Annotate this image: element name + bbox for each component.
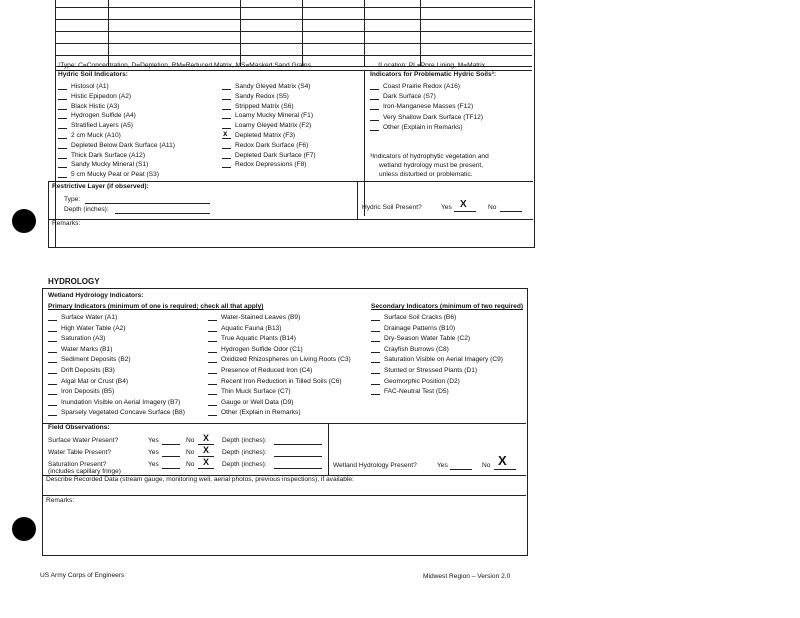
checkbox-blank[interactable] — [222, 121, 231, 129]
checkbox-blank[interactable] — [58, 160, 67, 168]
checklist-item[interactable] — [208, 366, 312, 375]
checklist-item[interactable] — [58, 160, 148, 169]
checklist-item[interactable] — [222, 160, 306, 169]
checkbox-blank[interactable] — [208, 377, 217, 385]
indicators-note-line2: wetland hydrology must be present, — [379, 162, 484, 169]
profile-row-line — [56, 55, 532, 56]
water-table-no-label: No — [186, 449, 195, 456]
checklist-item[interactable] — [58, 121, 133, 130]
checklist-item[interactable] — [48, 345, 112, 354]
footnote-location: ²Location: PL=Pore Lining, M=Matrix. — [378, 62, 487, 69]
checklist-item-label: Redox Depressions (F8) — [235, 161, 307, 169]
restrictive-layer-header: Restrictive Layer (if observed): — [52, 183, 149, 190]
checklist-item-label: Sediment Deposits (B2) — [61, 356, 131, 364]
divider — [357, 182, 358, 219]
footer-left: US Army Corps of Engineers — [40, 572, 125, 579]
checklist-item-label: Thin Muck Surface (C7) — [221, 388, 291, 396]
checkbox-blank[interactable] — [371, 313, 380, 321]
checklist-item-label: Sparsely Vegetated Concave Surface (B8) — [61, 409, 185, 417]
footer-right: Midwest Region – Version 2.0 — [423, 573, 511, 580]
primary-indicators-header: Primary Indicators (minimum of one is required; check all that apply) — [48, 303, 264, 310]
restrictive-depth-label: Depth (inches): — [64, 206, 109, 213]
saturation-yes-label: Yes — [148, 461, 159, 468]
checkbox-blank[interactable] — [370, 123, 379, 131]
checklist-item-label: Hydrogen Sulfide Odor (C1) — [221, 345, 303, 353]
saturation-label: Saturation Present? — [48, 461, 107, 468]
checkbox-blank[interactable] — [222, 102, 231, 110]
checklist-item-label: Oxidized Rhizospheres on Living Roots (C3) — [221, 356, 351, 364]
divider — [328, 423, 329, 475]
surface-water-yes-field[interactable] — [162, 437, 180, 445]
profile-row-line — [56, 7, 532, 8]
checklist-item[interactable] — [48, 387, 114, 396]
profile-col-divider — [108, 0, 109, 67]
wetland-yes-field[interactable] — [450, 462, 472, 470]
checkbox-blank[interactable] — [222, 92, 231, 100]
checklist-item-label: Coast Prairie Redox (A16) — [383, 83, 460, 90]
hydric-yes-mark: X — [460, 199, 467, 210]
wetland-no-label: No — [482, 462, 491, 469]
saturation-no-label: No — [186, 461, 195, 468]
hydric-yes-label: Yes — [441, 204, 452, 211]
checklist-item[interactable] — [208, 355, 351, 364]
divider — [43, 423, 526, 424]
checklist-item-label: Water-Stained Leaves (B9) — [221, 314, 301, 321]
wetland-yes-label: Yes — [437, 462, 448, 469]
checklist-item[interactable] — [222, 82, 311, 91]
checklist-item[interactable] — [370, 123, 463, 132]
checklist-item[interactable] — [58, 102, 119, 111]
checklist-item[interactable] — [208, 324, 281, 333]
checklist-item-label: Saturation Visible on Aerial Imagery (C9) — [384, 356, 503, 364]
checklist-item[interactable] — [208, 313, 300, 322]
checkbox-blank[interactable] — [371, 377, 380, 385]
checkbox-blank[interactable] — [58, 111, 67, 119]
checkbox-blank[interactable] — [222, 141, 231, 149]
saturation-sublabel: (includes capillary fringe) — [48, 468, 121, 475]
checklist-item[interactable] — [48, 324, 126, 333]
checklist-item-label: Depleted Below Dark Surface (A11) — [71, 141, 175, 149]
checklist-item-label: Black Histic (A3) — [71, 102, 120, 110]
checklist-item[interactable] — [58, 111, 136, 120]
checklist-item-label: Inundation Visible on Aerial Imagery (B7) — [61, 398, 181, 406]
secondary-indicators-header: Secondary Indicators (minimum of two required) — [371, 303, 524, 310]
checkbox-blank[interactable] — [58, 141, 67, 149]
surface-water-no-mark: X — [203, 433, 210, 443]
divider — [43, 495, 526, 496]
checkbox-blank[interactable] — [58, 102, 67, 110]
checklist-item-label: Depleted Matrix (F3) — [235, 132, 296, 139]
indicators-note-line3: unless disturbed or problematic. — [379, 171, 473, 178]
checklist-item-label: High Water Table (A2) — [61, 324, 126, 332]
hydric-indicators-header: Hydric Soil Indicators: — [58, 71, 128, 78]
water-table-no-mark: X — [203, 445, 210, 455]
profile-col-divider — [364, 0, 365, 67]
checkbox-blank[interactable] — [48, 377, 57, 385]
checkbox-blank[interactable] — [222, 82, 231, 90]
checklist-item-label: Recent Iron Reduction in Tilled Soils (C6) — [221, 377, 342, 385]
checklist-item[interactable] — [208, 408, 301, 417]
checkbox-blank[interactable] — [58, 121, 67, 129]
checkbox-blank[interactable] — [58, 151, 67, 159]
checklist-item[interactable] — [58, 141, 175, 150]
hydrology-title: HYDROLOGY — [48, 277, 100, 286]
checkbox-blank[interactable] — [370, 92, 379, 100]
checklist-item-label: Aquatic Fauna (B13) — [221, 324, 282, 332]
checkbox-blank[interactable] — [208, 366, 217, 374]
checklist-item[interactable] — [371, 355, 503, 364]
checklist-item-label: Stripped Matrix (S6) — [235, 102, 294, 110]
saturation-depth-field[interactable] — [274, 461, 322, 469]
checklist-item[interactable] — [222, 102, 294, 111]
checkbox-blank[interactable] — [371, 334, 380, 342]
checklist-item[interactable] — [208, 345, 303, 354]
checkbox-blank[interactable] — [370, 113, 379, 121]
checkbox-blank[interactable] — [371, 355, 380, 363]
checklist-item-label: Loamy Mucky Mineral (F1) — [235, 112, 314, 120]
field-observations-header: Field Observations: — [48, 424, 110, 431]
checkbox-blank[interactable] — [208, 345, 217, 353]
checklist-item[interactable] — [58, 170, 159, 179]
checkbox-blank[interactable] — [48, 398, 57, 406]
checkbox-blank[interactable] — [58, 170, 67, 178]
checklist-item-label: Surface Soil Cracks (B6) — [384, 314, 457, 321]
checklist-item-label: Gauge or Well Data (D9) — [221, 398, 294, 406]
checkbox-blank[interactable] — [48, 355, 57, 363]
checklist-item[interactable] — [48, 377, 128, 386]
checklist-item[interactable] — [371, 324, 455, 333]
surface-water-yes-label: Yes — [148, 437, 159, 444]
checklist-item[interactable] — [222, 151, 316, 160]
checklist-item-label: Dark Surface (S7) — [383, 93, 436, 101]
checkbox-blank[interactable] — [222, 131, 231, 139]
checklist-item-label: Iron-Manganese Masses (F12) — [383, 103, 474, 111]
checklist-item[interactable] — [371, 366, 477, 375]
checklist-item[interactable] — [208, 377, 342, 386]
checklist-item-label: Sandy Mucky Mineral (S1) — [71, 161, 149, 169]
checklist-item[interactable] — [222, 121, 311, 130]
checkbox-blank[interactable] — [208, 387, 217, 395]
checklist-item-label: Drift Deposits (B3) — [61, 367, 115, 374]
checklist-item-label: 2 cm Muck (A10) — [71, 132, 121, 139]
checklist-item-label: Histic Epipedon (A2) — [71, 92, 132, 100]
profile-col-divider — [420, 0, 421, 67]
indicators-note-line1: ³Indicators of hydrophytic vegetation and — [370, 153, 489, 160]
saturation-depth-label: Depth (inches): — [222, 461, 267, 468]
water-table-depth-label: Depth (inches): — [222, 449, 267, 456]
checklist-item[interactable] — [370, 113, 483, 122]
checklist-item[interactable] — [371, 377, 460, 386]
checkbox-blank[interactable] — [48, 366, 57, 374]
checklist-item-label: Very Shallow Dark Surface (TF12) — [383, 113, 484, 121]
hydrology-remarks-label: Remarks: — [46, 497, 75, 504]
checklist-item-label: Water Marks (B1) — [61, 345, 113, 353]
checklist-item[interactable] — [208, 398, 293, 407]
checkbox-blank[interactable] — [371, 366, 380, 374]
checklist-item-label: Other (Explain in Remarks) — [221, 409, 301, 417]
water-table-label: Water Table Present? — [48, 449, 112, 456]
profile-row-line — [56, 31, 532, 32]
checklist-item[interactable] — [48, 334, 105, 343]
hydric-soil-present-label: Hydric Soil Present? — [362, 204, 422, 211]
checklist-item[interactable] — [58, 82, 109, 91]
checklist-item-label: Stratified Layers (A5) — [71, 122, 133, 130]
checkbox-blank[interactable] — [48, 334, 57, 342]
checkbox-blank[interactable] — [48, 313, 57, 321]
hydric-no-field[interactable] — [500, 204, 522, 212]
surface-water-no-label: No — [186, 437, 195, 444]
checklist-item[interactable] — [58, 92, 131, 101]
wetland-no-mark: X — [498, 453, 507, 468]
checkbox-blank[interactable] — [58, 92, 67, 100]
checklist-item[interactable] — [370, 82, 460, 91]
checklist-item-label: Saturation (A3) — [61, 335, 106, 343]
checklist-item[interactable] — [48, 313, 117, 322]
checkbox-blank[interactable] — [208, 324, 217, 332]
checklist-item-label: 5 cm Mucky Peat or Peat (S3) — [71, 171, 159, 179]
checkbox-blank[interactable] — [371, 345, 380, 353]
punch-hole-top — [12, 209, 36, 233]
checklist-item-label: Algal Mat or Crust (B4) — [61, 377, 129, 385]
checkbox-blank[interactable] — [371, 324, 380, 332]
checklist-item-label: Presence of Reduced Iron (C4) — [221, 367, 313, 374]
problematic-indicators-header: Indicators for Problematic Hydric Soils³: — [370, 71, 497, 78]
checklist-item[interactable] — [48, 398, 180, 407]
checklist-item-label: Redox Dark Surface (F6) — [235, 141, 309, 149]
profile-col-divider — [302, 0, 303, 67]
checklist-item-label: Loamy Gleyed Matrix (F2) — [235, 122, 312, 130]
saturation-yes-field[interactable] — [162, 461, 180, 469]
checklist-item-label: Depleted Dark Surface (F7) — [235, 151, 316, 159]
checklist-item[interactable] — [222, 92, 289, 101]
surface-water-depth-label: Depth (inches): — [222, 437, 267, 444]
restrictive-type-field[interactable] — [85, 196, 210, 204]
checklist-item-label: Crayfish Burrows (C8) — [384, 345, 449, 353]
checklist-item-label: True Aquatic Plants (B14) — [221, 335, 296, 343]
checklist-item-label: Histosol (A1) — [71, 83, 109, 90]
checkbox-blank[interactable] — [222, 160, 231, 168]
checklist-item[interactable] — [222, 111, 313, 120]
checklist-item[interactable] — [370, 92, 436, 101]
surface-water-label: Surface Water Present? — [48, 437, 119, 444]
checklist-item[interactable] — [371, 313, 456, 322]
checklist-item-label: Sandy Gleyed Matrix (S4) — [235, 83, 311, 90]
checklist-item-label: Other (Explain in Remarks) — [383, 123, 463, 131]
restrictive-layer-frame — [48, 181, 535, 248]
describe-recorded-data-label: Describe Recorded Data (stream gauge, monitoring well, aerial photos, previous inspections), if available: — [46, 476, 354, 483]
checklist-item-label: Thick Dark Surface (A12) — [71, 151, 146, 159]
checkbox-blank[interactable] — [208, 398, 217, 406]
checklist-item-label: Dry-Season Water Table (C2) — [384, 335, 471, 343]
checklist-item[interactable] — [222, 131, 295, 140]
restrictive-depth-field[interactable] — [115, 206, 210, 214]
checkbox-blank[interactable] — [48, 387, 57, 395]
checklist-item[interactable] — [48, 408, 185, 417]
checklist-item[interactable] — [222, 141, 308, 150]
checkbox-blank[interactable] — [48, 408, 57, 416]
profile-row-line — [56, 19, 532, 20]
footnote-type: ¹Type: C=Concentration, D=Depletion, RM=Reduced Matrix, MS=Masked Sand Grains. — [58, 62, 313, 69]
checkbox-blank[interactable] — [58, 82, 67, 90]
checklist-item[interactable] — [58, 131, 121, 140]
checklist-item[interactable] — [48, 366, 115, 375]
checklist-item-label: Stunted or Stressed Plants (D1) — [384, 367, 478, 374]
checklist-item-label: Hydrogen Sulfide (A4) — [71, 112, 136, 120]
checkbox-blank[interactable] — [208, 408, 217, 416]
checkbox-blank[interactable] — [371, 387, 380, 395]
checkbox-blank[interactable] — [370, 82, 379, 90]
checkbox-blank[interactable] — [222, 151, 231, 159]
checkbox-blank[interactable] — [208, 334, 217, 342]
water-table-yes-field[interactable] — [162, 449, 180, 457]
checklist-item[interactable] — [208, 334, 296, 343]
punch-hole-bottom — [12, 517, 36, 541]
checklist-item-label: Sandy Redox (S5) — [235, 92, 289, 100]
checklist-item[interactable] — [371, 387, 449, 396]
surface-water-depth-field[interactable] — [274, 437, 322, 445]
profile-col-divider — [240, 0, 241, 67]
checklist-item[interactable] — [371, 334, 470, 343]
checklist-item-label: Surface Water (A1) — [61, 314, 118, 321]
hydrology-indicators-header: Wetland Hydrology Indicators: — [48, 292, 144, 299]
checklist-item-label: FAC-Neutral Test (D5) — [384, 388, 449, 396]
checklist-item-label: Geomorphic Position (D2) — [384, 377, 460, 385]
water-table-depth-field[interactable] — [274, 449, 322, 457]
divider — [48, 219, 533, 220]
checkbox-blank[interactable] — [48, 345, 57, 353]
checklist-item[interactable] — [371, 345, 449, 354]
checklist-item[interactable] — [370, 102, 473, 111]
water-table-yes-label: Yes — [148, 449, 159, 456]
hydric-no-label: No — [488, 204, 497, 211]
soil-remarks-label: Remarks: — [52, 220, 81, 227]
wetland-hydrology-present-label: Wetland Hydrology Present? — [333, 462, 417, 469]
checklist-item-label: Iron Deposits (B5) — [61, 388, 115, 396]
checkbox-blank[interactable] — [58, 131, 67, 139]
checklist-item[interactable] — [58, 151, 145, 160]
checkbox-blank[interactable] — [208, 355, 217, 363]
checklist-item[interactable] — [208, 387, 291, 396]
restrictive-type-label: Type: — [64, 196, 81, 203]
checkbox-blank[interactable] — [370, 102, 379, 110]
checkbox-blank[interactable] — [208, 313, 217, 321]
checklist-item-label: Drainage Patterns (B10) — [384, 324, 456, 332]
saturation-no-mark: X — [203, 457, 210, 467]
checkbox-blank[interactable] — [222, 111, 231, 119]
profile-row-line — [56, 43, 532, 44]
checkbox-blank[interactable] — [48, 324, 57, 332]
checklist-item[interactable] — [48, 355, 131, 364]
